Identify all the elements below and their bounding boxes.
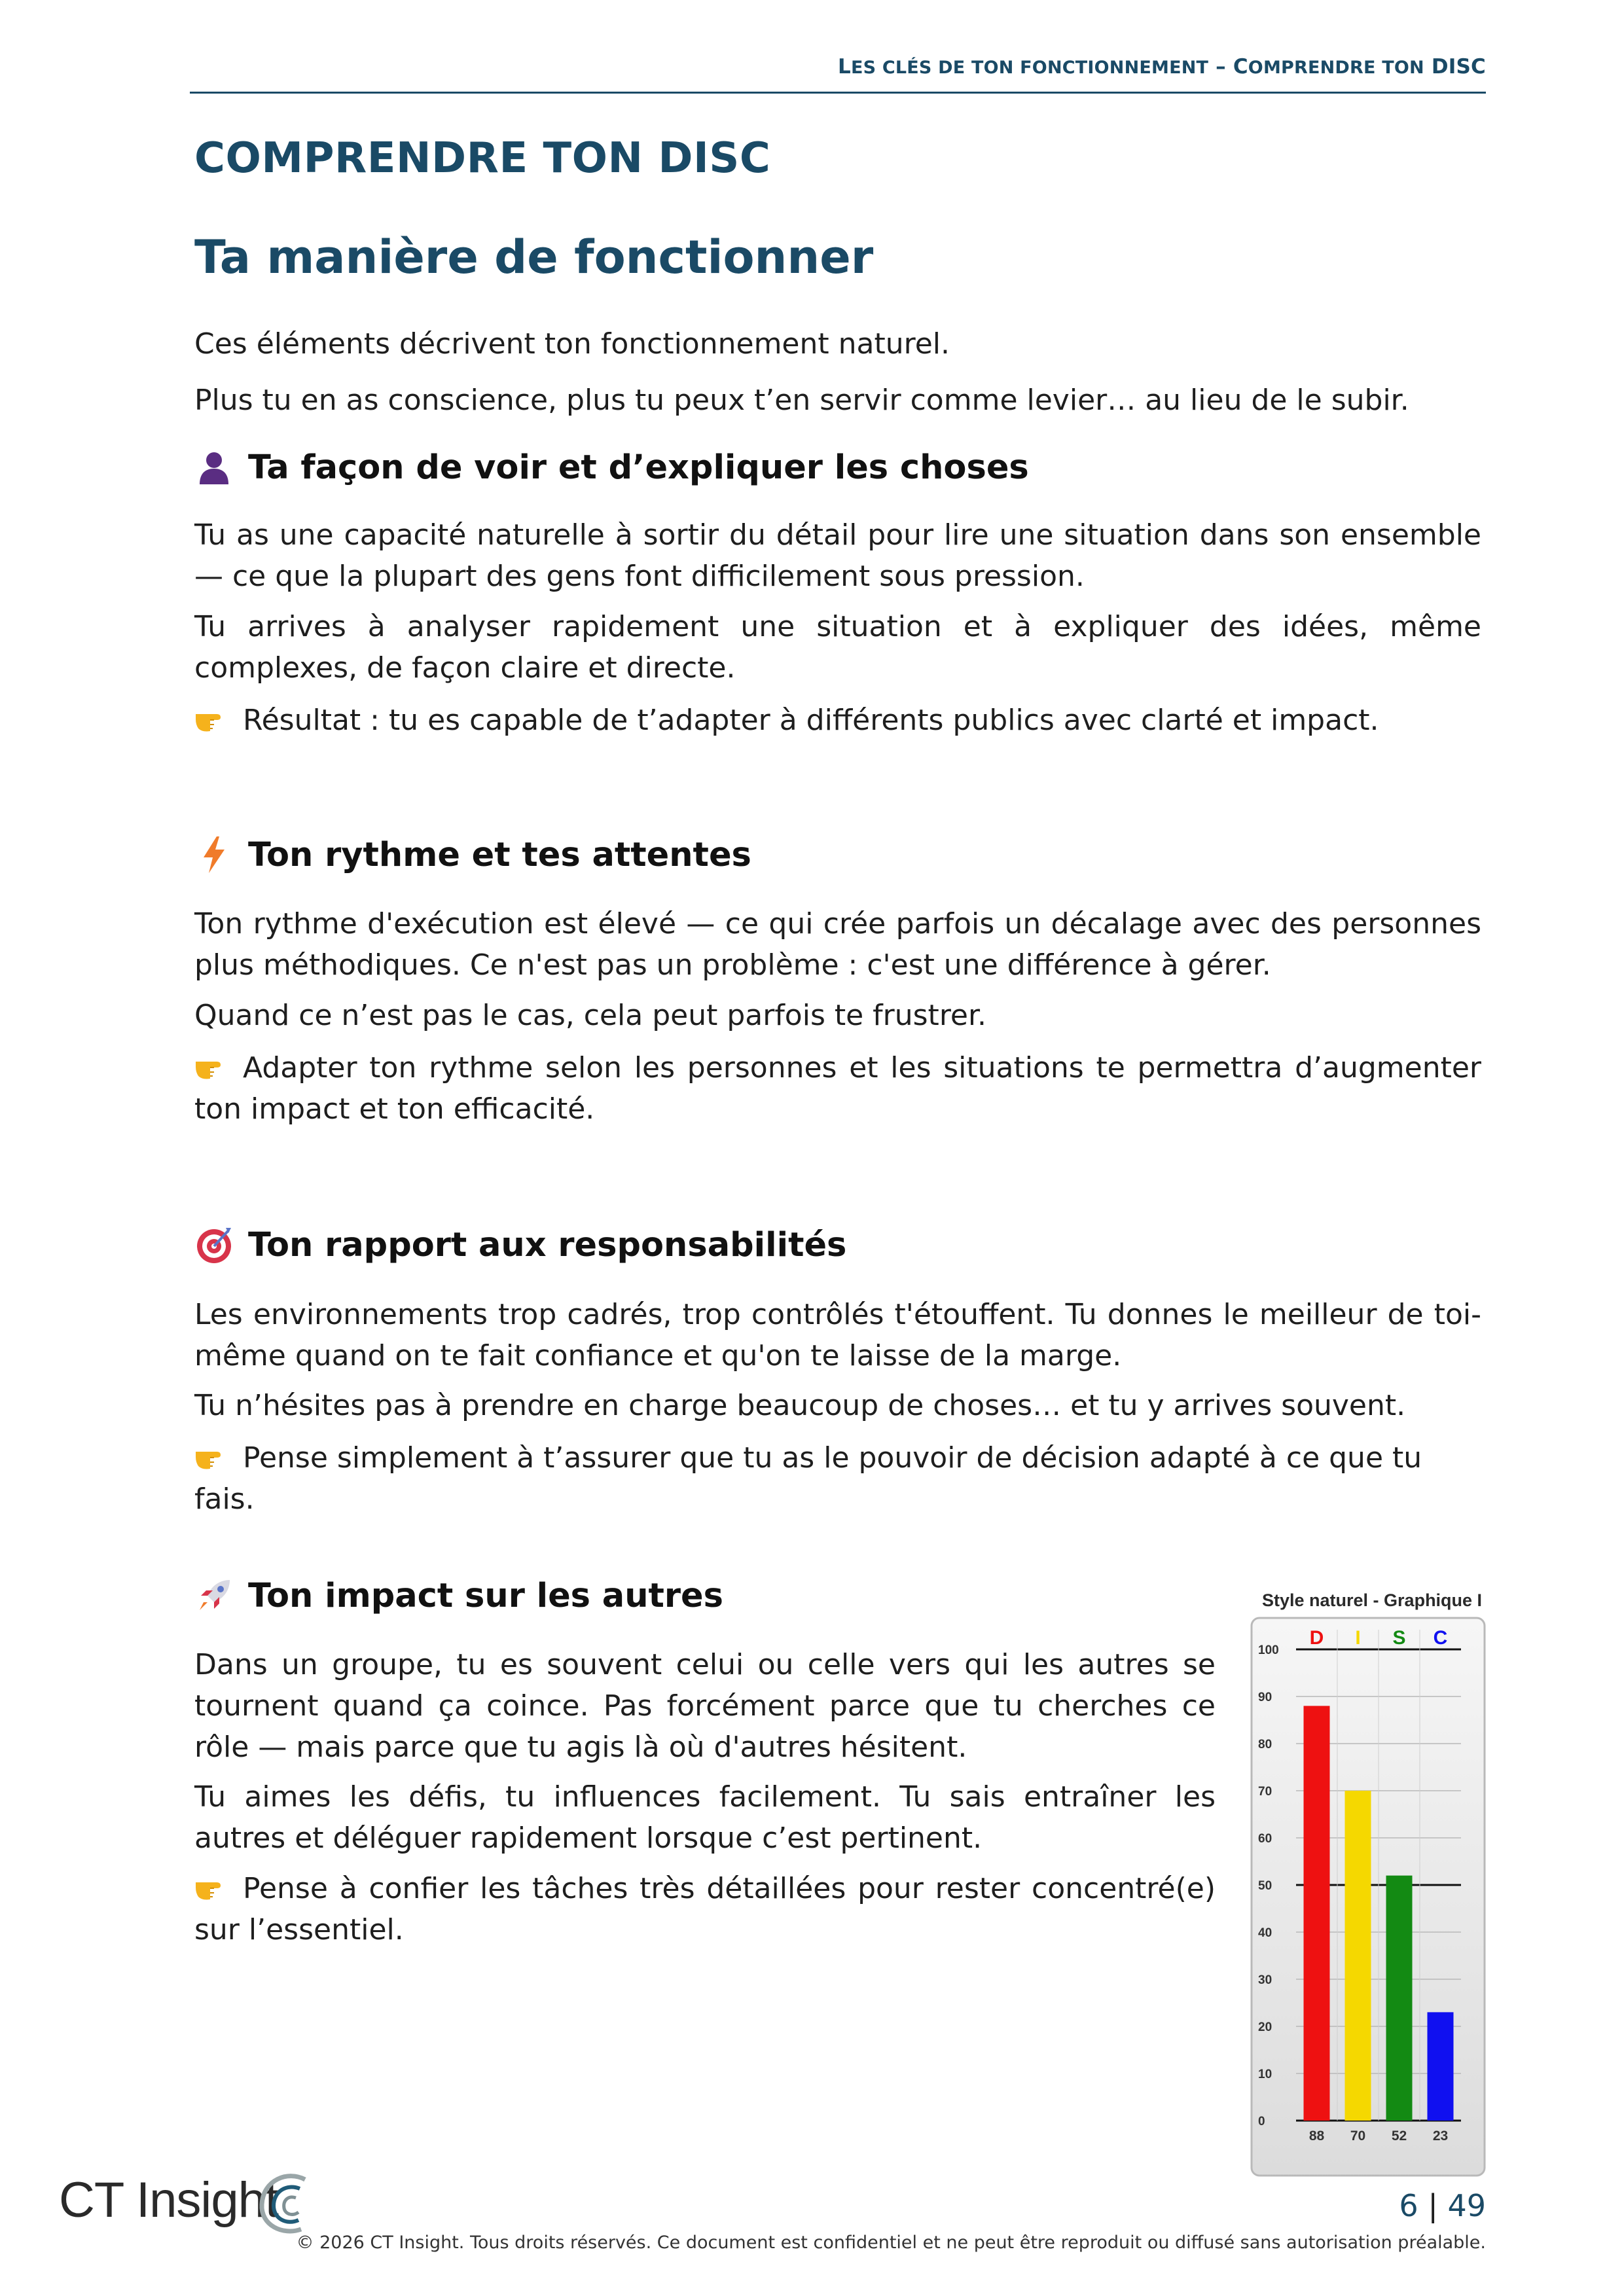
value-label: 88 bbox=[1308, 2128, 1325, 2144]
category-label: C bbox=[1433, 1627, 1448, 1649]
y-tick-label: 30 bbox=[1258, 1973, 1272, 1987]
disc-chart bbox=[1250, 1617, 1486, 2178]
intro-line-1: Ces éléments décrivent ton fonctionnement naturel. bbox=[194, 327, 950, 361]
value-label: 70 bbox=[1350, 2128, 1366, 2144]
section-subtitle: Ta manière de fonctionner bbox=[194, 230, 874, 284]
bar-c bbox=[1428, 2012, 1454, 2121]
category-label: S bbox=[1392, 1627, 1406, 1649]
paragraph: Tu n’hésites pas à prendre en charge beaucoup de choses… et tu y arrives souvent. bbox=[194, 1389, 1406, 1422]
paragraph: Quand ce n’est pas le cas, cela peut parfois te frustrer. bbox=[194, 999, 987, 1032]
page-title: COMPRENDRE TON DISC bbox=[194, 134, 771, 183]
section-heading: Ton impact sur les autres bbox=[194, 1576, 723, 1615]
target-icon bbox=[194, 1225, 234, 1265]
rocket-icon bbox=[194, 1576, 234, 1615]
pointing-hand-icon bbox=[194, 705, 231, 734]
y-tick-label: 70 bbox=[1258, 1785, 1272, 1799]
paragraph: Ton rythme d'exécution est élevé — ce qui crée parfois un décalage avec des personnes plus méthodiques. Ce n'est pas un problème : c'est une différence à gérer. bbox=[194, 907, 1481, 982]
chart-title: Style naturel - Graphique I bbox=[1262, 1590, 1483, 1610]
tip: Pense simplement à t’assurer que tu as le pouvoir de décision adapté à ce que tu fais. bbox=[194, 1441, 1422, 1516]
person-silhouette-icon bbox=[194, 448, 234, 487]
y-tick-label: 80 bbox=[1258, 1738, 1272, 1751]
paragraph: Tu as une capacité naturelle à sortir du détail pour lire une situation dans son ensemble — ce que la plupart des gens font difficilement sous pression. bbox=[194, 518, 1481, 593]
y-tick-label: 50 bbox=[1258, 1879, 1272, 1893]
y-tick-label: 20 bbox=[1258, 2020, 1272, 2034]
value-label: 52 bbox=[1391, 2128, 1407, 2144]
y-tick-label: 0 bbox=[1258, 2115, 1265, 2128]
category-label: D bbox=[1309, 1627, 1324, 1649]
pointing-hand-icon bbox=[194, 1443, 231, 1471]
pointing-hand-icon bbox=[194, 1052, 231, 1081]
y-tick-label: 40 bbox=[1258, 1926, 1272, 1940]
page-number: 6 | 49 bbox=[1399, 2188, 1486, 2223]
tip: Résultat : tu es capable de t’adapter à différents publics avec clarté et impact. bbox=[194, 700, 1481, 741]
tip: Adapter ton rythme selon les personnes et les situations te permettra d’augmenter ton impact et ton efficacité. bbox=[194, 1051, 1481, 1126]
bar-i bbox=[1345, 1791, 1371, 2121]
y-tick-label: 10 bbox=[1258, 2068, 1272, 2081]
lightning-icon bbox=[194, 835, 234, 874]
paragraph: Les environnements trop cadrés, trop contrôlés t'étouffent. Tu donnes le meilleur de toi-même quand on te fait confiance et qu'on te laisse de la marge. bbox=[194, 1298, 1481, 1372]
tip: Pense à confier les tâches très détaillées pour rester concentré(e) sur l’essentiel. bbox=[194, 1872, 1216, 1946]
paragraph: Dans un groupe, tu es souvent celui ou celle vers qui les autres se tournent quand ça coince. Pas forcément parce que tu cherches ce rôle — mais parce que tu agis là où d'autres hésitent. bbox=[194, 1648, 1216, 1764]
paragraph: Tu aimes les défis, tu influences facilement. Tu sais entraîner les autres et déléguer rapidement lorsque c’est pertinent. bbox=[194, 1780, 1216, 1855]
y-tick-label: 90 bbox=[1258, 1691, 1272, 1704]
category-label: I bbox=[1355, 1627, 1361, 1649]
y-tick-label: 60 bbox=[1258, 1832, 1272, 1846]
bar-d bbox=[1304, 1706, 1330, 2121]
value-label: 23 bbox=[1432, 2128, 1449, 2144]
bar-s bbox=[1386, 1876, 1413, 2121]
section-heading: Ton rythme et tes attentes bbox=[194, 835, 751, 874]
header-rule bbox=[190, 92, 1486, 94]
y-tick-label: 100 bbox=[1258, 1643, 1279, 1657]
pointing-hand-icon bbox=[194, 1873, 231, 1902]
running-header: LES CLÉS DE TON FONCTIONNEMENT – COMPRENDRE TON DISC bbox=[837, 55, 1486, 79]
paragraph: Tu arrives à analyser rapidement une situation et à expliquer des idées, même complexes, de façon claire et directe. bbox=[194, 610, 1481, 685]
copyright-notice: © 2026 CT Insight. Tous droits réservés. Ce document est confidentiel et ne peut être reproduit ou diffusé sans autorisation préalable. bbox=[296, 2233, 1486, 2253]
section-heading: Ta façon de voir et d’expliquer les choses bbox=[194, 448, 1029, 487]
section-heading: Ton rapport aux responsabilités bbox=[194, 1225, 846, 1265]
logo-swirl-icon bbox=[254, 2168, 326, 2240]
intro-line-2: Plus tu en as conscience, plus tu peux t’en servir comme levier… au lieu de le subir. bbox=[194, 384, 1409, 417]
disc-chart-svg bbox=[1250, 1617, 1486, 2178]
logo-text: CT Insight bbox=[59, 2172, 278, 2228]
